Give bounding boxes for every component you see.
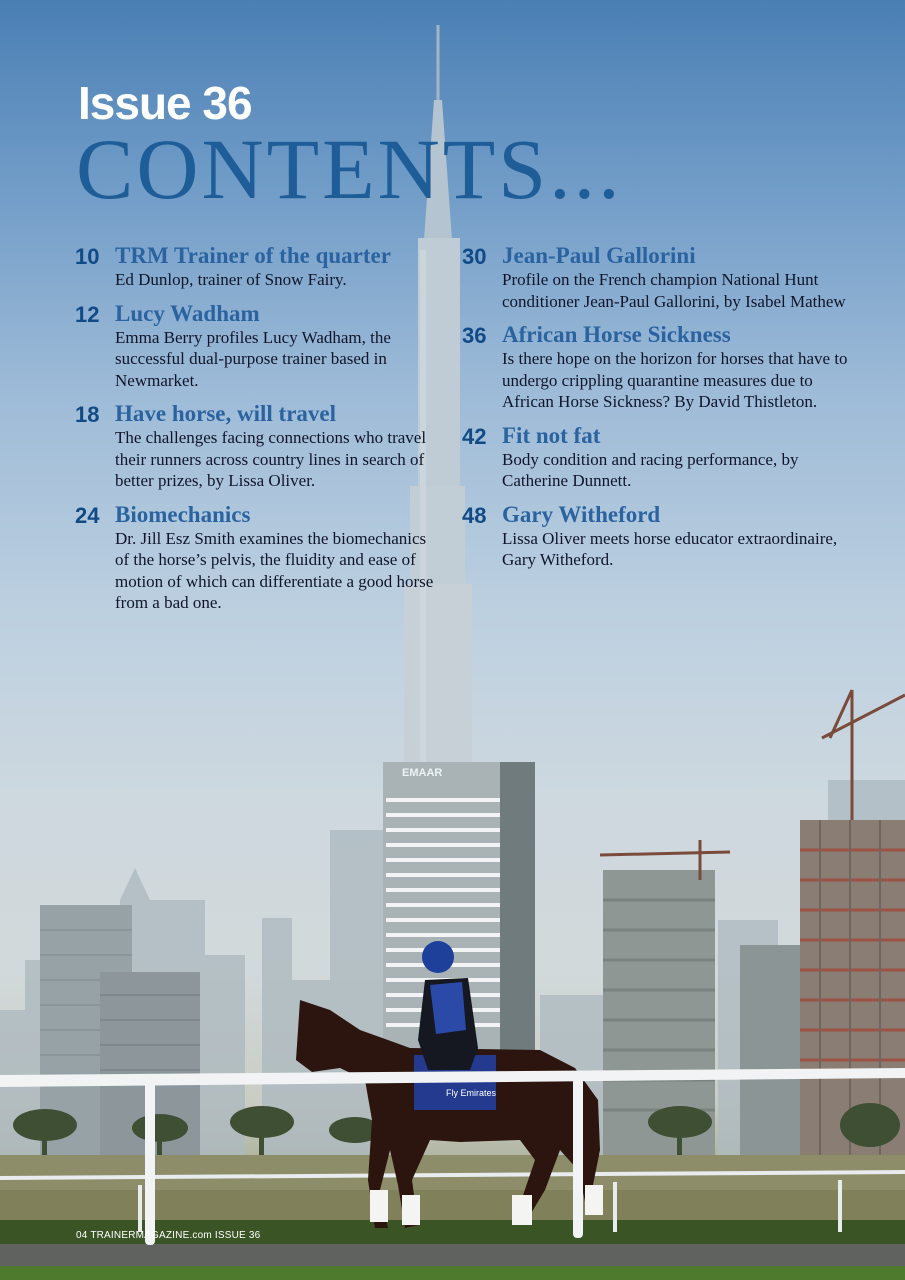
- tower-sign: EMAAR: [402, 767, 443, 779]
- page-title: CONTENTS...: [76, 121, 623, 217]
- entry-description: The challenges facing connections who travel their runners across country lines in search of better prizes, by Lissa Oliver.: [115, 428, 427, 490]
- contents-entry[interactable]: [75, 243, 435, 291]
- entry-heading: Jean-Paul Gallorini: [502, 243, 696, 268]
- entry-heading: Fit not fat: [502, 422, 601, 448]
- entry-description: Is there hope on the horizon for horses that have to undergo crippling quarantine measures due to African Horse Sickness? By David Thistleton.: [502, 349, 848, 411]
- entry-heading: Lucy Wadham: [115, 300, 260, 326]
- contents-entry[interactable]: [462, 243, 862, 312]
- issue-label: Issue 36: [78, 77, 252, 129]
- contents-entry[interactable]: [462, 322, 862, 413]
- contents-entry[interactable]: [75, 401, 435, 492]
- page-number: 10: [75, 244, 100, 269]
- entry-heading: Have horse, will travel: [115, 401, 337, 426]
- page-number: 42: [462, 423, 487, 449]
- entry-description: Body condition and racing performance, by Catherine Dunnett.: [502, 449, 799, 490]
- saddle-cloth-text: Fly Emirates: [446, 1088, 497, 1098]
- track: [0, 1244, 905, 1266]
- page-number: 48: [462, 502, 487, 528]
- entry-description: Profile on the French champion National Hunt conditioner Jean-Paul Gallorini, by Isabel Mathew: [502, 270, 846, 311]
- entry-description: Ed Dunlop, trainer of Snow Fairy.: [115, 270, 347, 289]
- contents-entry[interactable]: [462, 502, 862, 571]
- entry-description: Emma Berry profiles Lucy Wadham, the successful dual-purpose trainer based in Newmarket.: [115, 327, 391, 390]
- contents-entry[interactable]: [75, 301, 435, 392]
- contents-right-column: [462, 243, 862, 581]
- entry-heading: Gary Witheford: [502, 501, 661, 527]
- page-number: 18: [75, 402, 100, 427]
- entry-heading: Biomechanics: [115, 501, 251, 527]
- page-number: 24: [75, 502, 100, 528]
- contents-entry[interactable]: [462, 423, 862, 492]
- rider-helmet: [422, 941, 454, 973]
- turf: [0, 1266, 905, 1280]
- page-footer: 04 TRAINERMAGAZINE.com ISSUE 36: [76, 1230, 261, 1241]
- page-number: 30: [462, 244, 487, 269]
- contents-entry[interactable]: [75, 502, 435, 614]
- entry-description: Dr. Jill Esz Smith examines the biomechanics of the horse’s pelvis, the fluidity and ease of motion of which can differentiate a good horse from a bad one.: [115, 528, 434, 612]
- page-number: 12: [75, 301, 100, 327]
- entry-heading: TRM Trainer of the quarter: [115, 243, 391, 268]
- page-number: 36: [462, 323, 487, 348]
- contents-left-column: [75, 243, 435, 624]
- entry-description: Lissa Oliver meets horse educator extraordinaire, Gary Witheford.: [502, 528, 838, 569]
- entry-heading: African Horse Sickness: [502, 322, 731, 347]
